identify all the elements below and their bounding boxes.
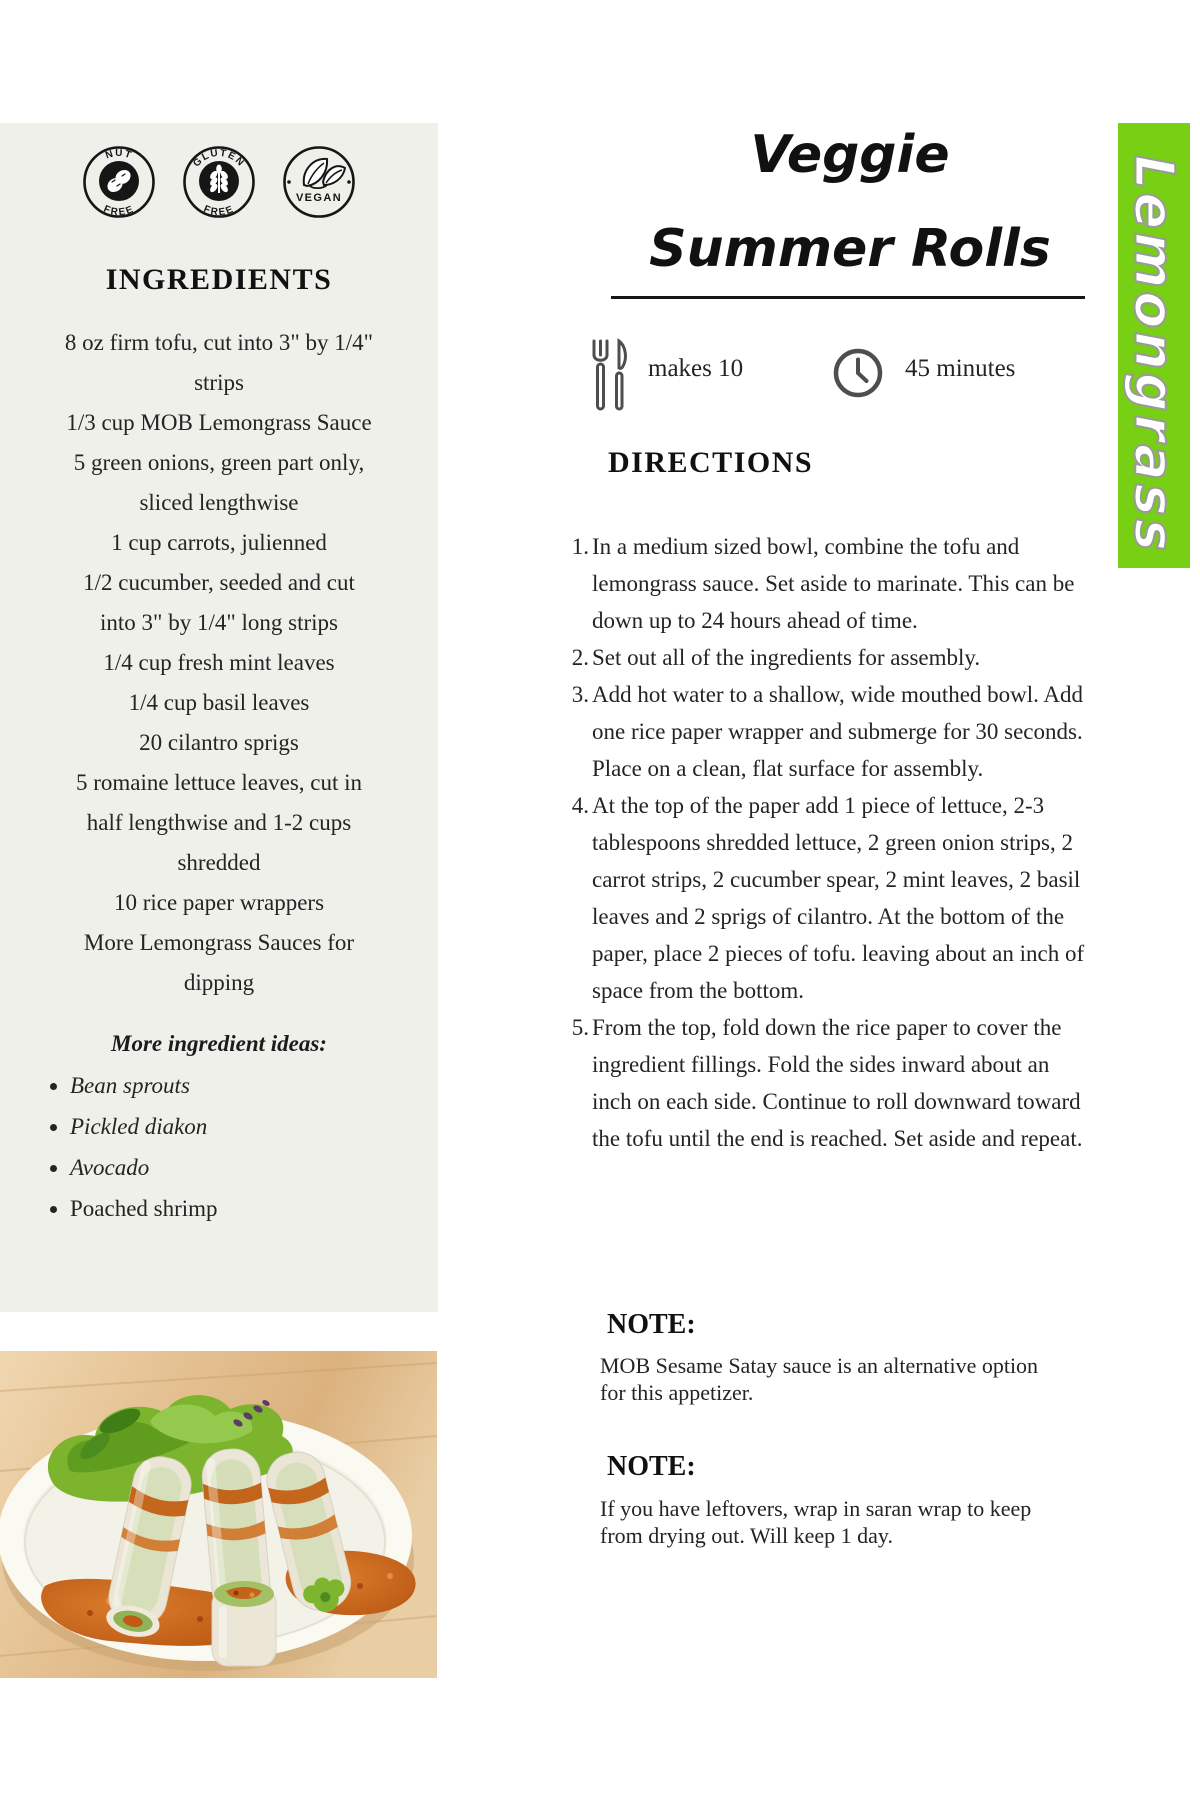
direction-step <box>565 676 1086 787</box>
step-text: Set out all of the ingredients for assembly. <box>592 645 981 670</box>
ingredient-item: More Lemongrass Sauces for dipping <box>83 930 355 995</box>
fork-and-knife-icon <box>588 336 630 416</box>
ingredients-heading: INGREDIENTS <box>105 263 333 296</box>
summer-rolls-photo <box>0 1351 437 1678</box>
ingredients-panel <box>0 123 438 1312</box>
more-ideas-heading: More ingredient ideas: <box>111 1031 327 1056</box>
gluten-free-bottom-label: FREE <box>201 203 237 219</box>
servings-label: makes 10 <box>648 355 744 382</box>
idea-item: • Bean sprouts <box>70 1065 438 1106</box>
direction-step <box>565 639 1086 676</box>
gluten-free-top-label: GLUTEN <box>191 147 247 170</box>
svg-text:NUT <box>104 148 134 162</box>
title-underline <box>611 296 1085 299</box>
ingredient-item: 5 romaine lettuce leaves, cut in half lengthwise and 1-2 cups shredded <box>75 770 363 875</box>
clock-icon <box>831 346 885 400</box>
directions-heading: DIRECTIONS <box>608 446 814 479</box>
note-body: If you have leftovers, wrap in saran wrap to keep from drying out. Will keep 1 day. <box>600 1496 1032 1548</box>
ingredient-item: 5 green onions, green part only, sliced lengthwise <box>73 450 365 515</box>
step-text: In a medium sized bowl, combine the tofu and lemongrass sauce. Set aside to marinate. This can be down up to 24 hours ahead of time. <box>592 534 1075 633</box>
gluten-free-badge-icon <box>182 145 256 219</box>
direction-step <box>565 528 1086 639</box>
ingredients-list <box>0 323 438 1003</box>
ingredient-item: 10 rice paper wrappers <box>113 890 325 915</box>
nut-free-badge-icon <box>82 145 156 219</box>
directions-list <box>565 528 1086 1157</box>
vegan-badge-icon <box>282 145 356 219</box>
step-text: At the top of the paper add 1 piece of lettuce, 2-3 tablespoons shredded lettuce, 2 green onion strips, 2 carrot strips, 2 cucumber spear, 2 mint leaves, 2 basil leaves and 2 sprigs of cilantro. At the bottom of the paper, place 2 pieces of tofu. leaving about an inch of space from the bottom. <box>592 793 1085 1003</box>
direction-step <box>565 787 1086 1009</box>
ingredient-item: 1/3 cup MOB Lemongrass Sauce <box>66 410 372 435</box>
idea-item: • Pickled diakon <box>70 1106 438 1147</box>
time-label: 45 minutes <box>905 355 1016 382</box>
ingredient-item: 1/4 cup basil leaves <box>128 690 310 715</box>
ingredient-item: 1 cup carrots, julienned <box>111 530 327 555</box>
summer-rolls-photo-image <box>0 1351 437 1678</box>
ingredient-item: 1/4 cup fresh mint leaves <box>103 650 335 675</box>
note-heading: NOTE: <box>607 1309 696 1340</box>
note-heading: NOTE: <box>607 1451 696 1482</box>
step-number: 4. <box>571 793 589 818</box>
step-number: 3. <box>571 682 589 707</box>
lemongrass-tab <box>1118 123 1190 568</box>
ingredient-item: 1/2 cucumber, seeded and cut into 3" by 1/4" long strips <box>83 570 355 635</box>
direction-step <box>565 1009 1086 1157</box>
step-text: Add hot water to a shallow, wide mouthed bowl. Add one rice paper wrapper and submerge for 30 seconds. Place on a clean, flat surface for assembly. <box>592 682 1084 781</box>
step-number: 2. <box>571 645 589 670</box>
title-line-2: Summer Rolls <box>649 219 1051 279</box>
step-number: 5. <box>571 1015 589 1040</box>
lemongrass-tab-label: Lemongrass <box>1122 155 1186 554</box>
ingredient-item: 8 oz firm tofu, cut into 3" by 1/4" strips <box>64 330 374 395</box>
idea-item: • Avocado <box>70 1147 438 1188</box>
nut-free-bottom-label: FREE <box>101 203 137 219</box>
step-number: 1. <box>571 534 589 559</box>
diet-badges <box>0 123 438 219</box>
more-ideas-list <box>0 1065 438 1229</box>
step-text: From the top, fold down the rice paper to cover the ingredient fillings. Fold the sides inward about an inch on each side. Continue to roll downward toward the tofu until the end is reached. Set aside and repeat. <box>592 1015 1083 1151</box>
idea-item: • Poached shrimp <box>70 1188 438 1229</box>
nut-free-top-label: NUT <box>104 147 134 162</box>
title-line-1: Veggie <box>750 125 950 185</box>
note-body: MOB Sesame Satay sauce is an alternative option for this appetizer. <box>600 1353 1039 1405</box>
ingredient-item: 20 cilantro sprigs <box>139 730 299 755</box>
vegan-label: VEGAN <box>295 192 343 204</box>
